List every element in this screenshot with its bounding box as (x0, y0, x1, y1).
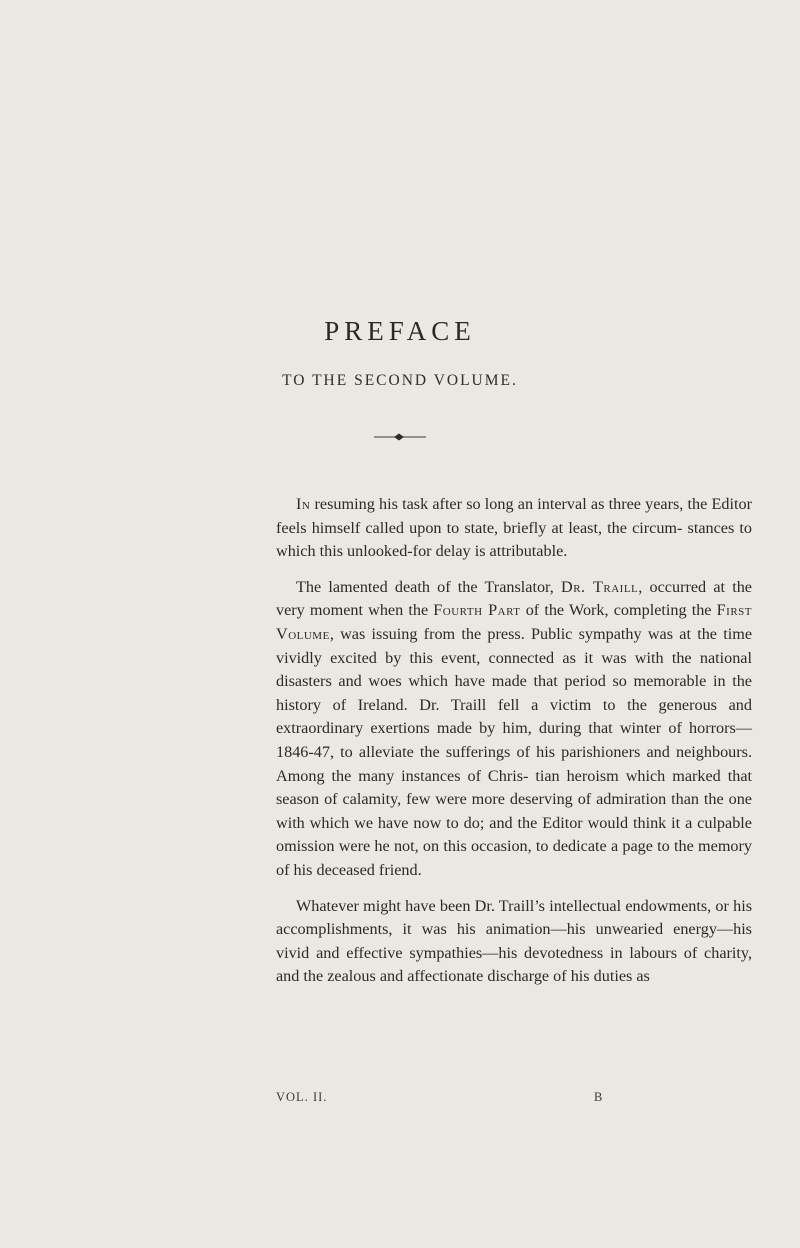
name-traill: Dr. Traill (561, 577, 639, 596)
preface-body (276, 493, 752, 1001)
paragraph-1 (276, 493, 752, 564)
first-volume: First Volume (276, 601, 752, 643)
paragraph-2-text-a: The lamented death of the Translator, (296, 577, 562, 596)
page-title: PREFACE (324, 316, 476, 346)
signature-mark: B (594, 1090, 604, 1104)
paragraph-1-text: resuming his task after so long an interval as three years, the Editor feels himself called upon to state, briefly at least, the circum- stances to which this unlooked-for delay is attributable. (276, 495, 752, 561)
page-subtitle: TO THE SECOND VOLUME. (282, 372, 518, 389)
fourth-part: Fourth Part (433, 601, 521, 620)
diamond-rule-ornament (372, 431, 428, 443)
volume-mark: VOL. II. (276, 1090, 328, 1104)
paragraph-3-text: Whatever might have been Dr. Traill’s intellectual endowments, or his accomplishments, it was his animation—his unwearied energy—his vivid and effective sympathies—his devotedness in labours of charity, and the zealous and affectionate discharge of his duties as (276, 896, 752, 986)
lead-word: In (296, 495, 311, 513)
paragraph-3 (276, 895, 752, 989)
paragraph-2-text-c: of the Work, completing the (520, 601, 717, 620)
paragraph-2-text-d: , was issuing from the press. Public sympathy was at the time vividly excited by this event, connected as it was with the national disasters and woes which have made that period so memorable in the history of Ireland. Dr. Traill fell a victim to the generous and extraordinary exertions made by him, during that winter of horrors—1846-47, to alleviate the sufferings of his parishioners and neighbours. Among the many instances of Chris- tian heroism which marked that season of calamity, few were more deserving of admiration than the one with which we have now to do; and the Editor would think it a culpable omission were he not, on this occasion, to dedicate a page to the memory of his deceased friend. (276, 624, 752, 879)
paragraph-2 (276, 576, 752, 883)
paragraph-2-text-b: , occurred at the very moment when the (276, 577, 752, 620)
